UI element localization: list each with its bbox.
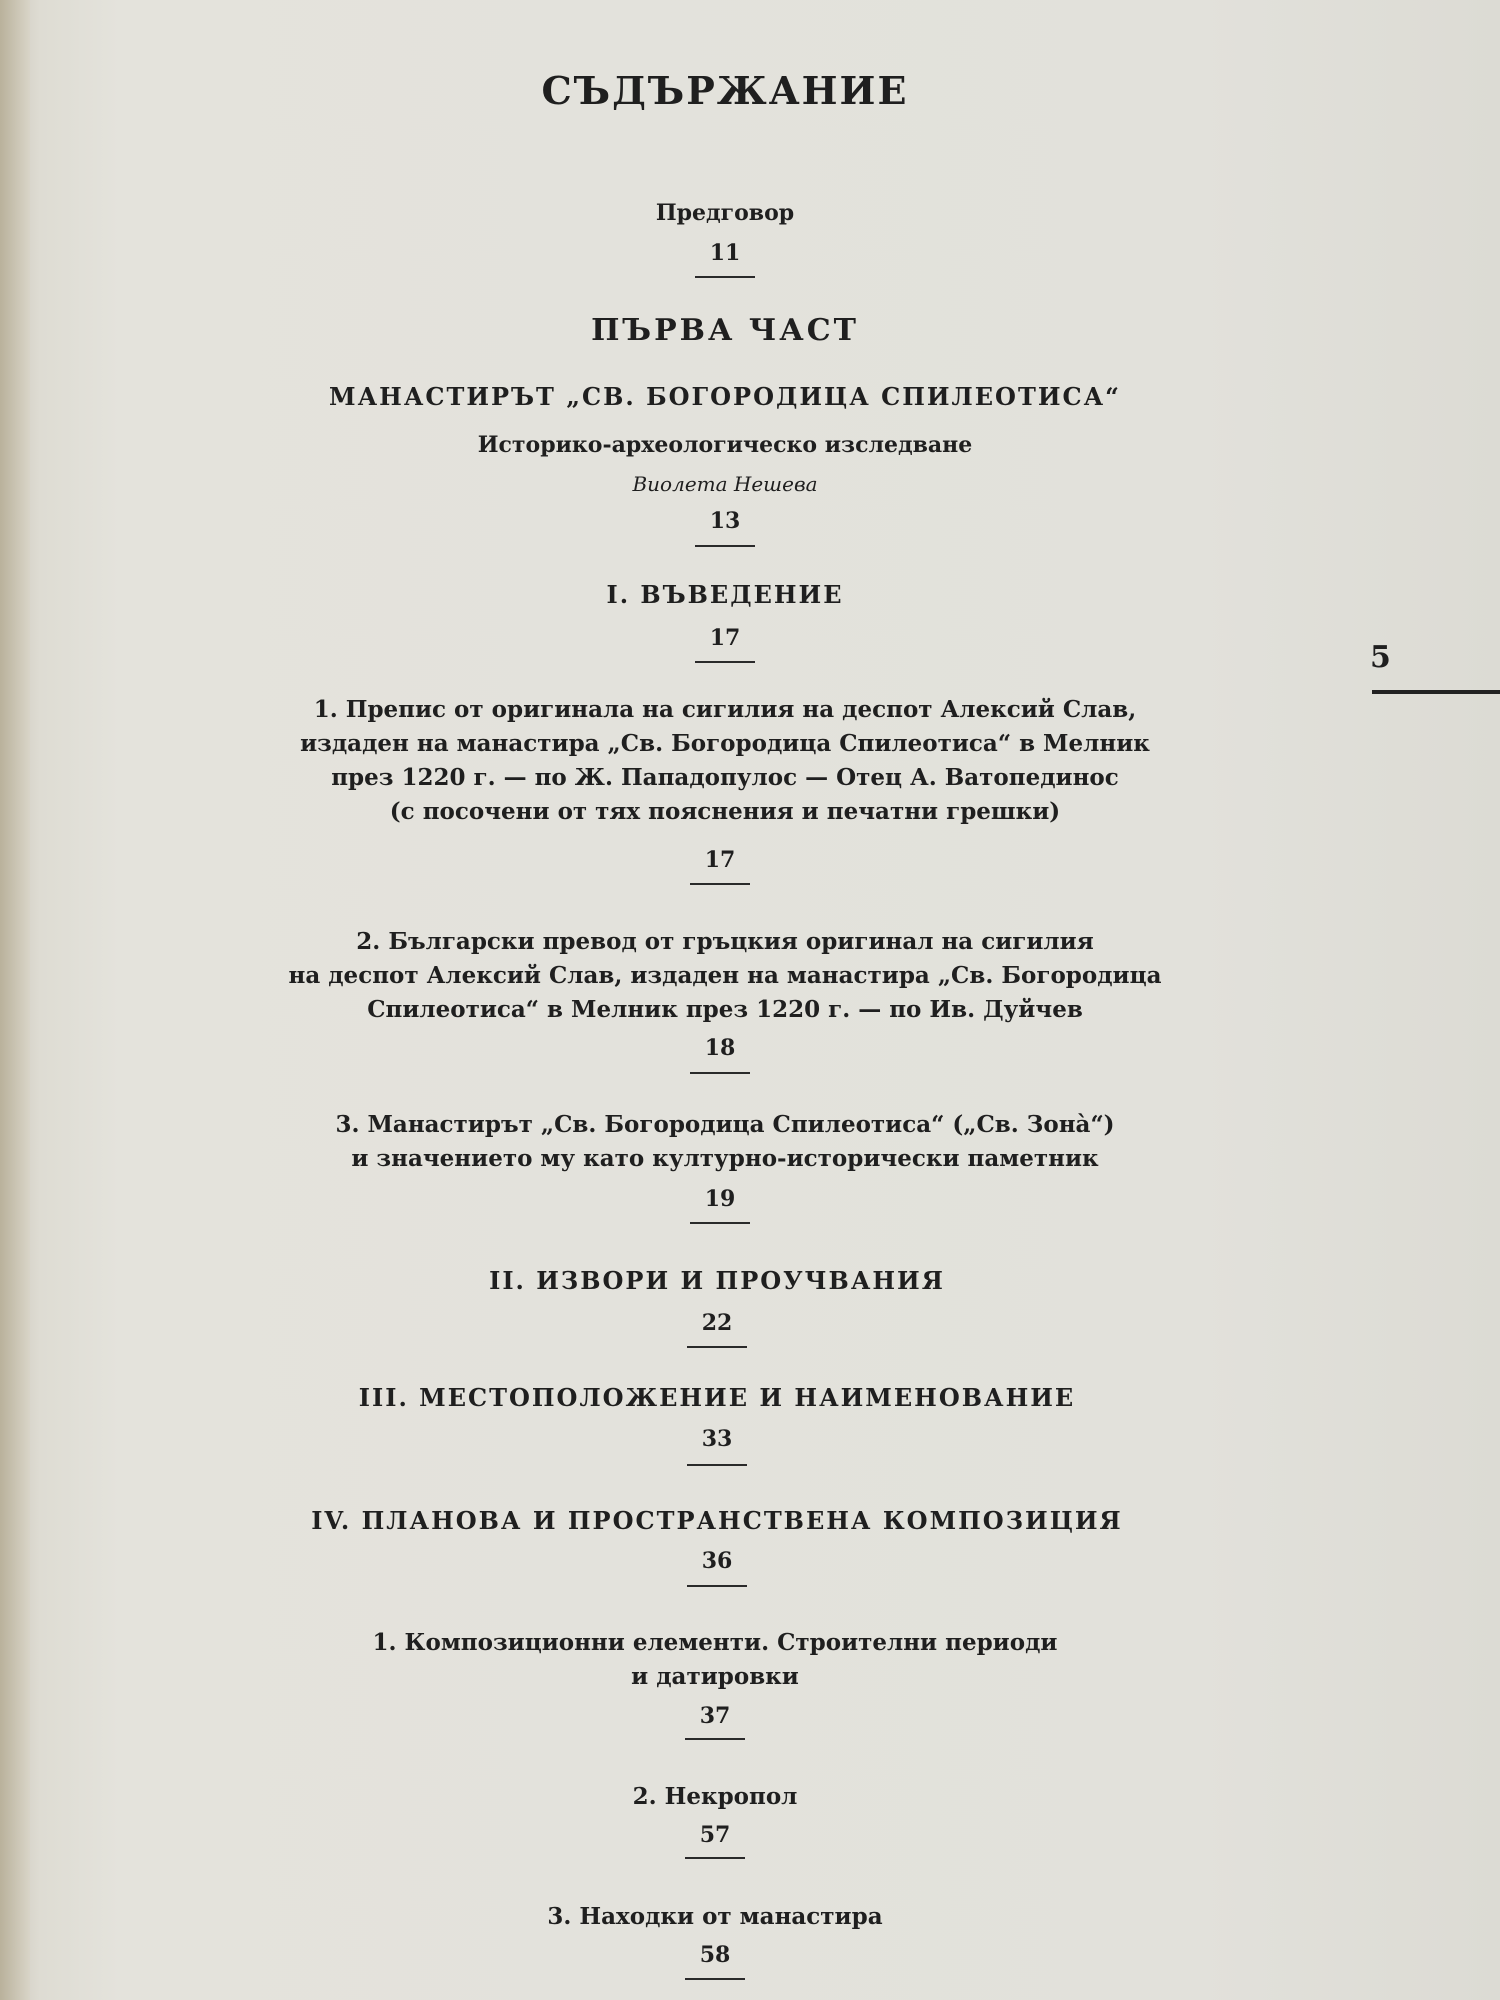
divider — [685, 1978, 745, 1980]
author-name: Виолета Нешева — [632, 472, 818, 496]
entry-line: (с посочени от тях пояснения и печатни грешки) — [389, 798, 1061, 825]
page-title: СЪДЪРЖАНИЕ — [541, 68, 909, 113]
part-subtitle: Историко-археологическо изследване — [477, 432, 973, 458]
toc-entry — [195, 1780, 1235, 1814]
toc-entry — [195, 1900, 1235, 1934]
entry-line: 2. Некропол — [632, 1783, 798, 1810]
chapter-1-title: I. ВЪВЕДЕНИЕ — [606, 580, 844, 609]
entry-line: Спилеотиса“ в Мелник през 1220 г. — по Ив. Дуйчев — [367, 996, 1083, 1023]
facing-page-number: 5 — [1370, 640, 1391, 675]
entry-line: издаден на манастира „Св. Богородица Спилеотиса“ в Мелник — [300, 730, 1150, 757]
facing-page-rule — [1372, 690, 1500, 694]
toc-entry — [205, 1108, 1245, 1176]
preface-label: Предговор — [655, 200, 795, 226]
divider — [695, 276, 755, 278]
divider — [690, 1222, 750, 1224]
toc-entry — [205, 925, 1245, 1027]
chapter-1-page: 17 — [709, 625, 741, 651]
divider — [695, 545, 755, 547]
divider — [690, 883, 750, 885]
chapter-2-title: II. ИЗВОРИ И ПРОУЧВАНИЯ — [489, 1266, 945, 1295]
divider — [690, 1072, 750, 1074]
divider — [685, 1857, 745, 1859]
preface-page: 11 — [709, 240, 741, 266]
toc-entry — [195, 1626, 1235, 1694]
part-page: 13 — [709, 508, 741, 534]
entry-page: 18 — [704, 1035, 736, 1061]
entry-line: и датировки — [631, 1663, 799, 1690]
entry-page: 58 — [699, 1942, 731, 1968]
entry-page: 37 — [699, 1703, 731, 1729]
entry-line: 1. Композиционни елементи. Строителни периоди — [372, 1629, 1058, 1656]
chapter-3-page: 33 — [701, 1426, 733, 1452]
entry-page: 57 — [699, 1822, 731, 1848]
divider — [695, 661, 755, 663]
divider — [687, 1346, 747, 1348]
divider — [687, 1464, 747, 1466]
entry-line: 1. Препис от оригинала на сигилия на деспот Алексий Слав, — [313, 696, 1137, 723]
part-title: ПЪРВА ЧАСТ — [591, 313, 859, 348]
divider — [687, 1585, 747, 1587]
chapter-2-page: 22 — [701, 1310, 733, 1336]
chapter-3-title: III. МЕСТОПОЛОЖЕНИЕ И НАИМЕНОВАНИЕ — [358, 1383, 1076, 1412]
part-heading: МАНАСТИРЪТ „СВ. БОГОРОДИЦА СПИЛЕОТИСА“ — [329, 382, 1121, 411]
entry-line: 2. Български превод от гръцкия оригинал на сигилия — [356, 928, 1094, 955]
divider — [685, 1738, 745, 1740]
toc-entry — [205, 693, 1245, 829]
chapter-4-page: 36 — [701, 1548, 733, 1574]
entry-line: 3. Манастирът „Св. Богородица Спилеотиса“ („Св. Зонà“) — [335, 1111, 1115, 1138]
entry-line: през 1220 г. — по Ж. Пападопулос — Отец А. Ватопединос — [331, 764, 1119, 791]
entry-line: 3. Находки от манастира — [547, 1903, 883, 1930]
book-spine — [0, 0, 30, 2000]
entry-line: и значението му като културно-исторически паметник — [351, 1145, 1099, 1172]
entry-line: на деспот Алексий Слав, издаден на манастира „Св. Богородица — [288, 962, 1162, 989]
chapter-4-title: IV. ПЛАНОВА И ПРОСТРАНСТВЕНА КОМПОЗИЦИЯ — [311, 1506, 1123, 1535]
entry-page: 19 — [704, 1186, 736, 1212]
entry-page: 17 — [704, 847, 736, 873]
